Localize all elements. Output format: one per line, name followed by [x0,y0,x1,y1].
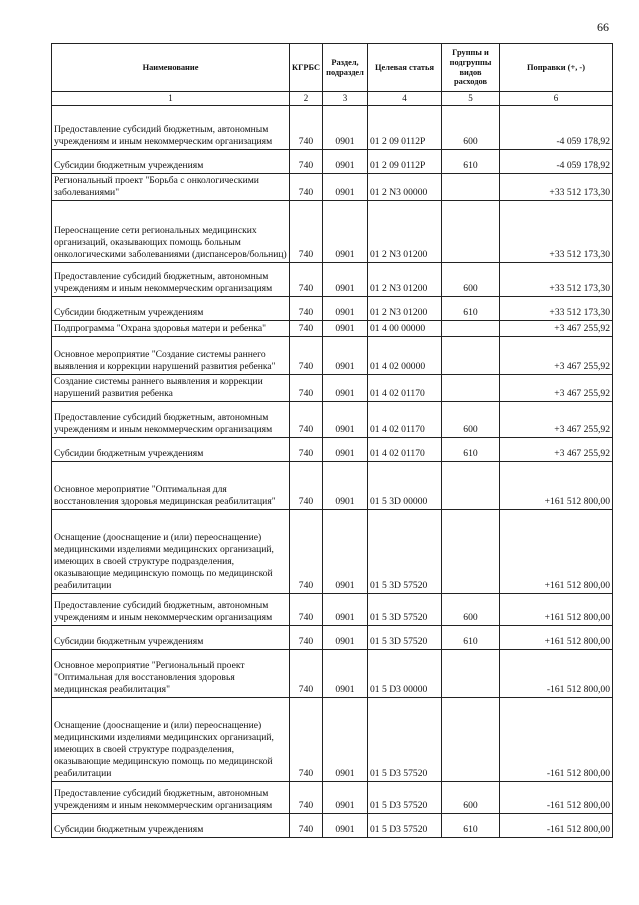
row-group: 600 [442,402,500,438]
row-group: 600 [442,106,500,150]
table-row [52,263,613,297]
table-row [52,321,613,337]
row-target: 01 2 N3 01200 [368,201,442,263]
table-row [52,201,613,263]
column-number: 4 [368,92,442,106]
table-row [52,462,613,510]
column-number: 2 [290,92,323,106]
row-amount: -4 059 178,92 [500,150,613,174]
row-name: Предоставление субсидий бюджетным, автономным учреждениям и иным некоммерческим организациям [52,106,290,150]
row-name: Субсидии бюджетным учреждениям [52,297,290,321]
row-name: Субсидии бюджетным учреждениям [52,814,290,838]
row-group [442,337,500,375]
table-row [52,510,613,594]
row-section: 0901 [323,297,368,321]
table-row [52,814,613,838]
row-name: Оснащение (дооснащение и (или) переоснащение) медицинскими изделиями медицинских организаций, имеющих в своей структуре подразделения, оказывающие медицинскую помощь по медицинской реабилитации [52,510,290,594]
table-row [52,150,613,174]
row-target: 01 4 02 01170 [368,402,442,438]
row-ktrbs: 740 [290,375,323,402]
row-section: 0901 [323,263,368,297]
row-target: 01 5 D3 00000 [368,650,442,698]
row-name: Предоставление субсидий бюджетным, автономным учреждениям и иным некоммерческим организациям [52,263,290,297]
row-group [442,375,500,402]
column-number: 3 [323,92,368,106]
row-target: 01 5 3D 57520 [368,510,442,594]
row-amount: +161 512 800,00 [500,626,613,650]
row-name: Оснащение (дооснащение и (или) переоснащение) медицинскими изделиями медицинских организаций, имеющих в своей структуре подразделения, оказывающие медицинскую помощь по медицинской реабилитации [52,698,290,782]
row-section: 0901 [323,174,368,201]
row-name: Субсидии бюджетным учреждениям [52,150,290,174]
row-group [442,650,500,698]
table-row [52,594,613,626]
row-name: Субсидии бюджетным учреждениям [52,438,290,462]
header-row [52,44,613,92]
row-target: 01 5 D3 57520 [368,782,442,814]
row-target: 01 5 3D 57520 [368,594,442,626]
row-name: Предоставление субсидий бюджетным, автономным учреждениям и иным некоммерческим организациям [52,594,290,626]
row-amount: -4 059 178,92 [500,106,613,150]
column-number-row [52,92,613,106]
row-section: 0901 [323,375,368,402]
table-row [52,375,613,402]
row-target: 01 5 3D 57520 [368,626,442,650]
row-ktrbs: 740 [290,201,323,263]
row-group: 600 [442,263,500,297]
header-target: Целевая статья [368,44,442,92]
row-amount: -161 512 800,00 [500,698,613,782]
row-amount: +3 467 255,92 [500,321,613,337]
row-section: 0901 [323,782,368,814]
row-target: 01 5 D3 57520 [368,814,442,838]
row-ktrbs: 740 [290,263,323,297]
row-section: 0901 [323,337,368,375]
row-section: 0901 [323,438,368,462]
column-number: 5 [442,92,500,106]
row-target: 01 2 N3 00000 [368,174,442,201]
row-group: 610 [442,626,500,650]
row-section: 0901 [323,594,368,626]
row-group: 610 [442,297,500,321]
row-amount: -161 512 800,00 [500,814,613,838]
row-amount: +161 512 800,00 [500,510,613,594]
row-group: 600 [442,782,500,814]
row-ktrbs: 740 [290,698,323,782]
row-name: Региональный проект "Борьба с онкологическими заболеваниями" [52,174,290,201]
row-section: 0901 [323,626,368,650]
row-target: 01 4 00 00000 [368,321,442,337]
row-ktrbs: 740 [290,510,323,594]
row-section: 0901 [323,106,368,150]
row-section: 0901 [323,150,368,174]
row-section: 0901 [323,462,368,510]
table-row [52,297,613,321]
table-row [52,106,613,150]
row-name: Подпрограмма "Охрана здоровья матери и ребенка" [52,321,290,337]
row-amount: +33 512 173,30 [500,201,613,263]
row-section: 0901 [323,510,368,594]
row-target: 01 5 3D 00000 [368,462,442,510]
table-row [52,402,613,438]
row-section: 0901 [323,201,368,263]
row-ktrbs: 740 [290,297,323,321]
row-target: 01 5 D3 57520 [368,698,442,782]
row-name: Основное мероприятие "Создание системы раннего выявления и коррекции нарушений развития ребенка" [52,337,290,375]
row-target: 01 4 02 00000 [368,337,442,375]
row-ktrbs: 740 [290,462,323,510]
row-section: 0901 [323,698,368,782]
header-groups: Группы и подгруппы видов расходов [442,44,500,92]
row-amount: +33 512 173,30 [500,263,613,297]
row-group: 610 [442,150,500,174]
column-number: 1 [52,92,290,106]
row-ktrbs: 740 [290,402,323,438]
row-target: 01 2 09 0112Р [368,106,442,150]
page-number: 66 [597,20,609,34]
row-amount: +161 512 800,00 [500,462,613,510]
row-group [442,462,500,510]
row-section: 0901 [323,814,368,838]
row-ktrbs: 740 [290,594,323,626]
row-ktrbs: 740 [290,650,323,698]
budget-amendments-table [51,43,613,838]
row-name: Предоставление субсидий бюджетным, автономным учреждениям и иным некоммерческим организациям [52,782,290,814]
table-row [52,438,613,462]
row-target: 01 4 02 01170 [368,375,442,402]
header-ktrbs: КГРБС [290,44,323,92]
row-group [442,321,500,337]
row-amount: +3 467 255,92 [500,337,613,375]
row-amount: -161 512 800,00 [500,782,613,814]
table-row [52,626,613,650]
header-amendments: Поправки (+, -) [500,44,613,92]
row-group [442,510,500,594]
row-ktrbs: 740 [290,438,323,462]
header-name: Наименование [52,44,290,92]
table-row [52,650,613,698]
row-section: 0901 [323,321,368,337]
row-target: 01 2 N3 01200 [368,263,442,297]
row-ktrbs: 740 [290,814,323,838]
row-name: Основное мероприятие "Оптимальная для восстановления здоровья медицинская реабилитация" [52,462,290,510]
row-group [442,174,500,201]
row-ktrbs: 740 [290,150,323,174]
row-amount: +33 512 173,30 [500,174,613,201]
row-group: 610 [442,438,500,462]
row-name: Субсидии бюджетным учреждениям [52,626,290,650]
row-target: 01 2 09 0112Р [368,150,442,174]
row-group: 600 [442,594,500,626]
row-ktrbs: 740 [290,782,323,814]
row-amount: +161 512 800,00 [500,594,613,626]
header-section: Раздел, подраздел [323,44,368,92]
row-ktrbs: 740 [290,337,323,375]
row-section: 0901 [323,650,368,698]
row-amount: -161 512 800,00 [500,650,613,698]
table-row [52,337,613,375]
row-amount: +3 467 255,92 [500,438,613,462]
row-name: Основное мероприятие "Региональный проект "Оптимальная для восстановления здоровья медицинская реабилитация" [52,650,290,698]
row-ktrbs: 740 [290,626,323,650]
row-amount: +3 467 255,92 [500,375,613,402]
row-amount: +33 512 173,30 [500,297,613,321]
row-ktrbs: 740 [290,106,323,150]
table-row [52,698,613,782]
row-target: 01 2 N3 01200 [368,297,442,321]
row-name: Создание системы раннего выявления и коррекции нарушений развития ребенка [52,375,290,402]
row-group [442,698,500,782]
table-row [52,782,613,814]
row-section: 0901 [323,402,368,438]
row-ktrbs: 740 [290,174,323,201]
row-group: 610 [442,814,500,838]
row-name: Переоснащение сети региональных медицинских организаций, оказывающих помощь больным онкологическими заболеваниями (диспансеров/больниц) [52,201,290,263]
row-target: 01 4 02 01170 [368,438,442,462]
row-amount: +3 467 255,92 [500,402,613,438]
row-group [442,201,500,263]
row-ktrbs: 740 [290,321,323,337]
table-row [52,174,613,201]
column-number: 6 [500,92,613,106]
row-name: Предоставление субсидий бюджетным, автономным учреждениям и иным некоммерческим организациям [52,402,290,438]
